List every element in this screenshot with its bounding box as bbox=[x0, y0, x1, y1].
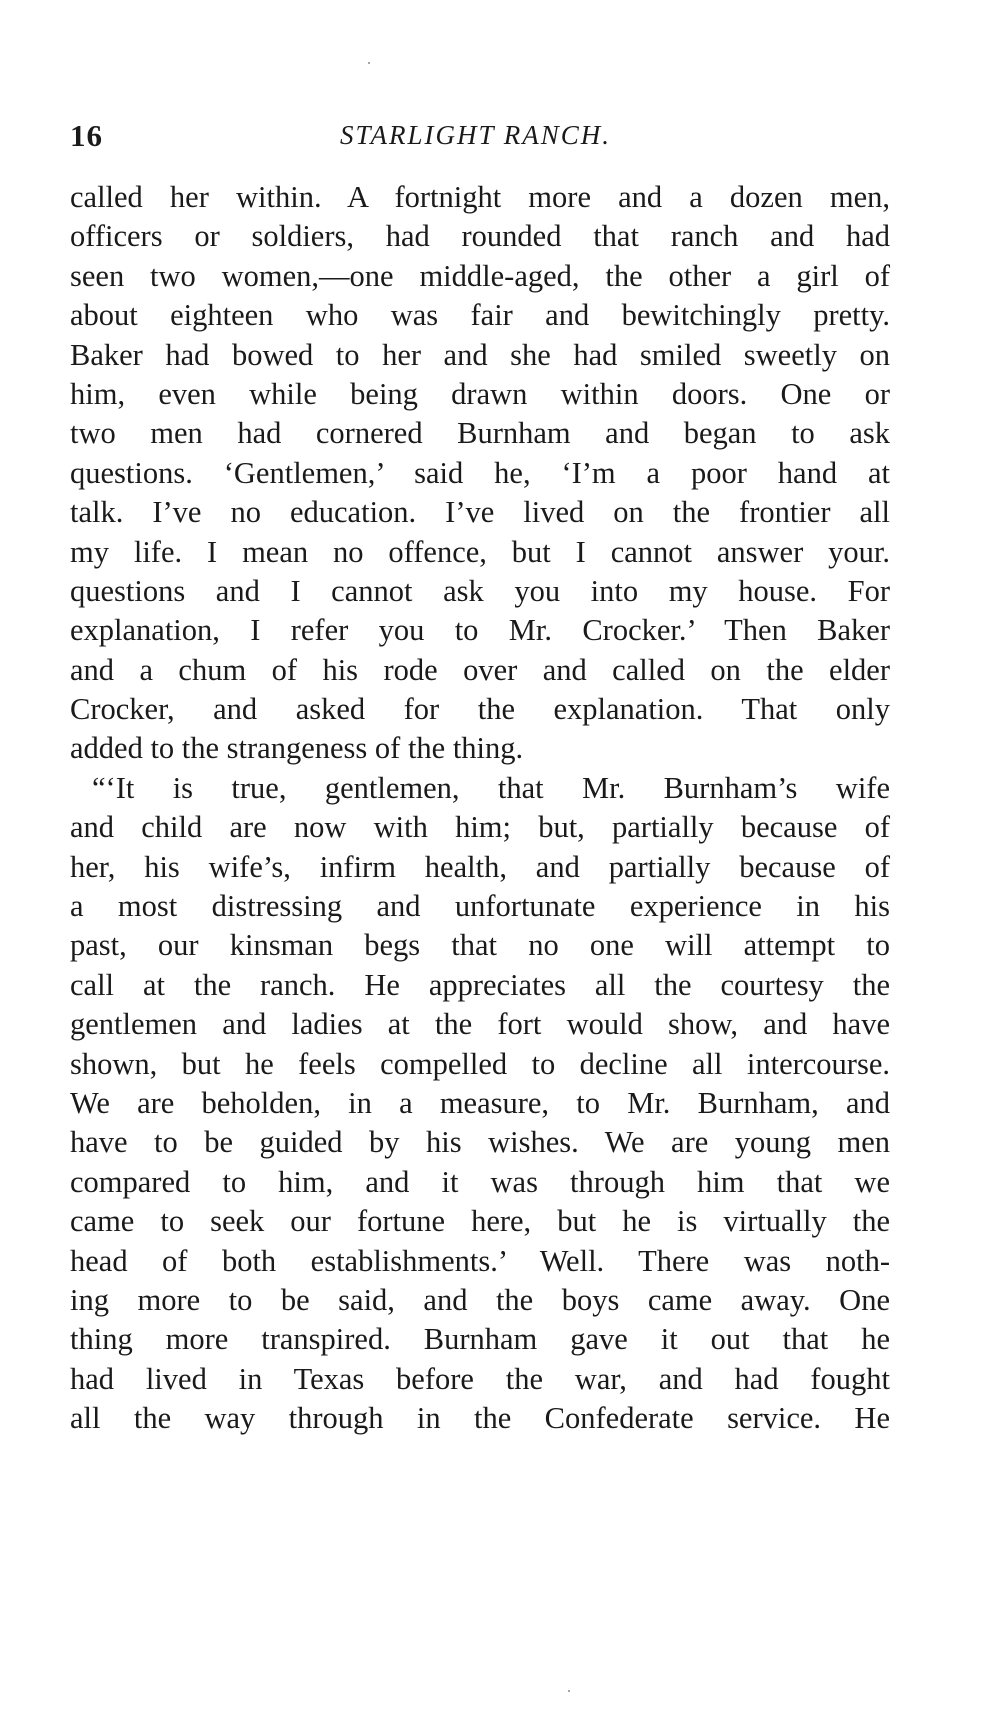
text-line: have to be guided by his wishes. We are young men bbox=[70, 1125, 890, 1160]
text-line: two men had cornered Burnham and began to ask bbox=[70, 416, 890, 451]
text-line: him, even while being drawn within doors. One or bbox=[70, 376, 890, 411]
text-line: “‘It is true, gentlemen, that Mr. Burnham’s wife bbox=[92, 770, 890, 805]
text-line: call at the ranch. He appreciates all the courtesy the bbox=[70, 967, 890, 1002]
text-line: gentlemen and ladies at the fort would show, and have bbox=[70, 1007, 890, 1042]
text-line: about eighteen who was fair and bewitchingly pretty. bbox=[70, 298, 890, 333]
text-line: my life. I mean no offence, but I cannot answer your. bbox=[70, 534, 890, 569]
body-text bbox=[70, 178, 890, 1439]
text-line: came to seek our fortune here, but he is virtually the bbox=[70, 1204, 890, 1239]
text-line: added to the strangeness of the thing. bbox=[70, 731, 524, 766]
text-line: called her within. A fortnight more and a dozen men, bbox=[70, 180, 890, 214]
text-line: had lived in Texas before the war, and had fought bbox=[70, 1361, 890, 1396]
text-line: shown, but he feels compelled to decline all intercourse. bbox=[70, 1046, 890, 1081]
text-line: and child are now with him; but, partially because of bbox=[70, 810, 890, 845]
text-line: thing more transpired. Burnham gave it out that he bbox=[70, 1322, 890, 1357]
text-line: head of both establishments.’ Well. There was noth- bbox=[70, 1243, 890, 1278]
text-line: a most distressing and unfortunate experience in his bbox=[70, 889, 890, 924]
text-line: past, our kinsman begs that no one will attempt to bbox=[70, 928, 890, 963]
text-line: Baker had bowed to her and she had smiled sweetly on bbox=[70, 337, 890, 372]
page-number: 16 bbox=[70, 118, 103, 153]
text-line: We are beholden, in a measure, to Mr. Burnham, and bbox=[70, 1085, 890, 1120]
paper-speck bbox=[368, 62, 370, 64]
text-line: and a chum of his rode over and called on the elder bbox=[70, 652, 890, 687]
text-line: compared to him, and it was through him that we bbox=[70, 1164, 890, 1199]
text-line: ing more to be said, and the boys came away. One bbox=[70, 1282, 890, 1317]
running-title: STARLIGHT RANCH. bbox=[340, 120, 612, 150]
text-line: questions and I cannot ask you into my house. For bbox=[70, 573, 890, 608]
text-line: talk. I’ve no education. I’ve lived on the frontier all bbox=[70, 495, 890, 530]
text-line: all the way through in the Confederate service. He bbox=[70, 1401, 890, 1436]
paper-speck bbox=[568, 1690, 570, 1692]
text-line: seen two women,—one middle-aged, the other a girl of bbox=[70, 258, 890, 293]
text-line: her, his wife’s, infirm health, and partially because of bbox=[70, 849, 890, 884]
text-line: questions. ‘Gentlemen,’ said he, ‘I’m a poor hand at bbox=[70, 455, 890, 490]
text-line: Crocker, and asked for the explanation. That only bbox=[70, 692, 890, 727]
page-header bbox=[70, 118, 890, 168]
text-line: officers or soldiers, had rounded that ranch and had bbox=[70, 219, 890, 254]
text-line: explanation, I refer you to Mr. Crocker.’ Then Baker bbox=[70, 613, 890, 648]
